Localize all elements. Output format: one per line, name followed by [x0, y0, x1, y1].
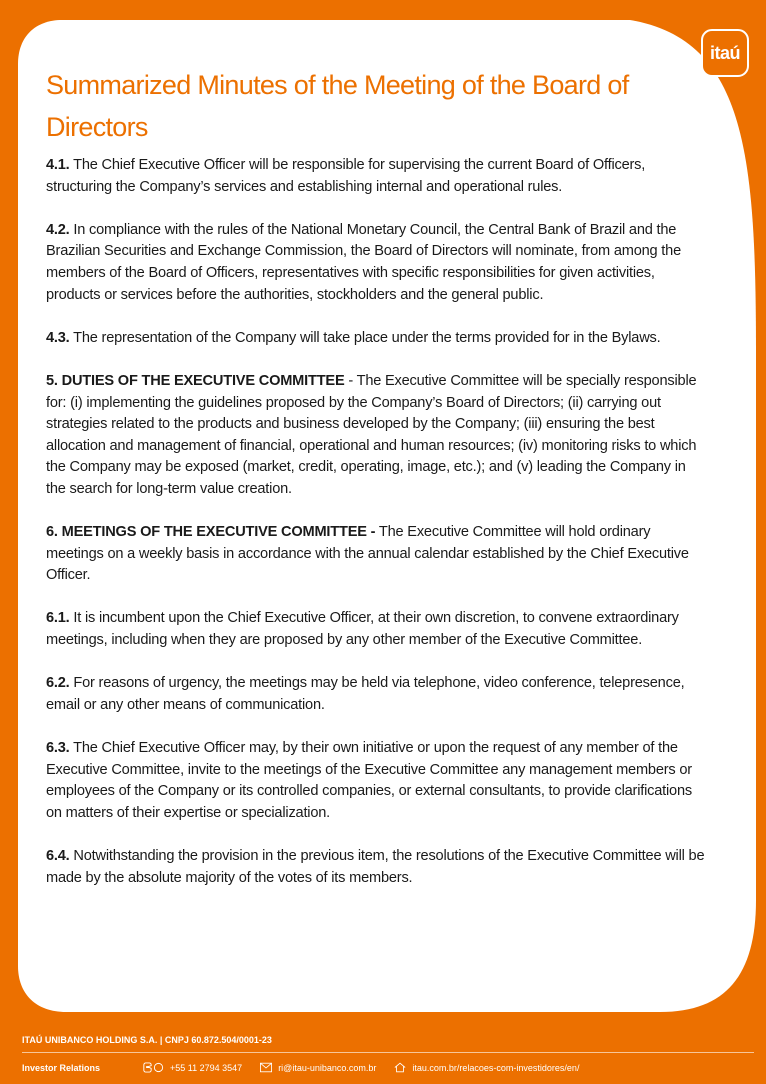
phone-whatsapp-icon — [142, 1062, 164, 1073]
footer-phone[interactable] — [142, 1062, 242, 1073]
footer-section-label: Investor Relations — [22, 1062, 101, 1073]
paragraph-4-1 — [46, 155, 706, 198]
footer-phone-text: +55 11 2794 3547 — [170, 1062, 243, 1073]
paragraph-4-3 — [46, 328, 706, 350]
paragraph-text: In compliance with the rules of the National Monetary Council, the Central Bank of Brazil and the Brazilian Securities and Exchange Commission, the Board of Directors will nominate, from among the members of the Board of Officers, representatives with specific responsibilities for given activities, products or services before the authorities, stockholders and the general public. — [46, 221, 681, 303]
paragraph-text: The Executive Committee will hold ordinary meetings on a weekly basis in accordance with the annual calendar established by the Chief Executive Officer. — [46, 524, 689, 584]
footer-company: ITAÚ UNIBANCO HOLDING S.A. | CNPJ 60.872.504/0001-23 — [22, 1035, 272, 1045]
paragraph-label: 6.2. — [46, 675, 70, 692]
paragraph-5-duties — [46, 371, 706, 501]
paragraph-label: 6.4. — [46, 848, 70, 864]
envelope-icon — [260, 1062, 272, 1073]
footer-website[interactable] — [394, 1062, 579, 1073]
paragraph-label: 6.3. — [46, 740, 70, 757]
paragraph-text: For reasons of urgency, the meetings may be held via telephone, video conference, telepresence, email or any other means of communication. — [46, 675, 685, 713]
paragraph-text: Notwithstanding the provision in the previous item, the resolutions of the Executive Committee will be made by the absolute majority of the votes of its members. — [46, 848, 705, 886]
footer-website-text: itau.com.br/relacoes-com-investidores/en/ — [412, 1062, 580, 1073]
paragraph-text: The Chief Executive Officer may, by their own initiative or upon the request of any member of the Executive Committee, invite to the meetings of the Executive Committee any management members or employees of the Company or its controlled companies, or external consultants, to provide clarifications on matters of their expertise or specialization. — [46, 740, 692, 821]
home-icon — [394, 1062, 406, 1073]
footer-email[interactable] — [260, 1062, 376, 1073]
paragraph-4-2 — [46, 220, 706, 306]
paragraph-6-meetings — [46, 522, 706, 587]
paragraph-text: The Chief Executive Officer will be responsible for supervising the current Board of Officers, structuring the Company’s services and establishing internal and operational rules. — [46, 157, 646, 195]
paragraph-text: - The Executive Committee will be specially responsible for: (i) implementing the guidelines proposed by the Company’s Board of Directors; (ii) carrying out strategies related to the products and business developed by the Company; (iii) ensuring the best allocation and management of financial, operational and human resources; (iv) monitoring risks to which the Company may be exposed (market, credit, operating, image, etc.); and (v) leading the Company in the search for long-term value creation. — [46, 372, 697, 497]
paragraph-label: 4.1. — [46, 157, 70, 173]
footer-contacts — [22, 1062, 754, 1073]
paragraph-label: 4.3. — [46, 329, 70, 346]
paragraph-label: 5. DUTIES OF THE EXECUTIVE COMMITTEE — [46, 372, 345, 389]
itau-logo: itaú — [701, 29, 749, 77]
paragraph-6-2 — [46, 673, 706, 716]
page-title: Summarized Minutes of the Meeting of the Board of Directors — [46, 70, 629, 142]
paragraph-text: The representation of the Company will take place under the terms provided for in the Bylaws. — [69, 329, 661, 346]
paragraph-label: 6. MEETINGS OF THE EXECUTIVE COMMITTEE - — [46, 524, 376, 541]
footer-divider — [22, 1052, 754, 1053]
paragraph-6-3 — [46, 738, 706, 824]
footer-email-text: ri@itau-unibanco.com.br — [278, 1062, 377, 1073]
paragraph-6-1 — [46, 608, 706, 651]
paragraph-label: 4.2. — [46, 221, 70, 238]
document-body — [46, 155, 706, 911]
paragraph-label: 6.1. — [46, 610, 70, 627]
paragraph-text: It is incumbent upon the Chief Executive Officer, at their own discretion, to convene extraordinary meetings, including when they are proposed by any other member of the Executive Committee. — [46, 610, 679, 649]
paragraph-6-4 — [46, 846, 706, 889]
